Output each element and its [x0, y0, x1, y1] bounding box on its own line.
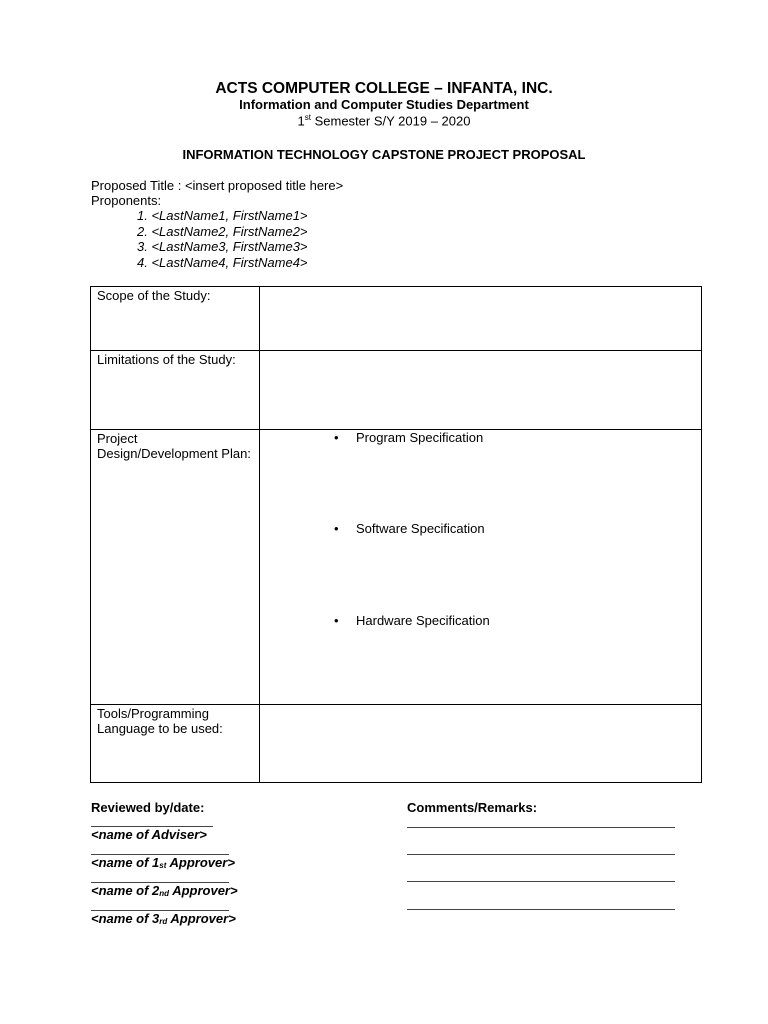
- proponent-item: 4. <LastName4, FirstName4>: [137, 254, 308, 270]
- semester-suffix: st: [304, 113, 311, 122]
- college-name: ACTS COMPUTER COLLEGE – INFANTA, INC.: [215, 80, 553, 97]
- scope-label: Scope of the Study:: [91, 287, 260, 351]
- bullet-label: Hardware Specification: [356, 613, 490, 628]
- approver-2-sup: nd: [159, 889, 170, 898]
- reviewed-by-label: Reviewed by/date:: [91, 800, 205, 815]
- approver-1-signature-line: [91, 854, 229, 855]
- semester-line: [0, 113, 768, 128]
- comment-line: [407, 827, 675, 828]
- comments-label: Comments/Remarks:: [407, 800, 538, 815]
- bullet-label: Software Specification: [356, 521, 485, 536]
- proposal-table: [90, 286, 702, 783]
- design-label: Project Design/Development Plan:: [91, 430, 260, 705]
- approver-1-pre: <name of 1: [91, 855, 160, 870]
- adviser-name: <name of Adviser>: [91, 827, 207, 842]
- approver-3-post: Approver>: [167, 911, 236, 926]
- bullet-icon: •: [334, 430, 339, 445]
- tools-content: [260, 705, 702, 783]
- bullet-icon: •: [334, 521, 339, 536]
- approver-2-name: [91, 883, 238, 898]
- limitations-row: [91, 351, 702, 430]
- approver-2-post: Approver>: [169, 883, 238, 898]
- comment-line: [407, 909, 675, 910]
- bullet-icon: •: [334, 613, 339, 628]
- proponent-item: 2. <LastName2, FirstName2>: [137, 223, 308, 239]
- department-name: Information and Computer Studies Department: [239, 97, 529, 112]
- proponent-list: [137, 208, 308, 270]
- limitations-label: Limitations of the Study:: [91, 351, 260, 430]
- approver-2-signature-line: [91, 882, 229, 883]
- scope-row: [91, 287, 702, 351]
- semester-rest: Semester S/Y 2019 – 2020: [310, 113, 471, 129]
- bullet-label: Program Specification: [356, 430, 484, 445]
- approver-1-sup: st: [159, 861, 167, 870]
- proposed-title: Proposed Title : <insert proposed title here>: [91, 178, 344, 193]
- approver-2-pre: <name of 2: [91, 883, 160, 898]
- proponent-item: 1. <LastName1, FirstName1>: [137, 208, 308, 223]
- approver-3-name: [91, 911, 236, 926]
- scope-content: [260, 287, 702, 351]
- approver-1-post: Approver>: [166, 855, 235, 870]
- tools-row: [91, 705, 702, 783]
- comment-line: [407, 881, 675, 882]
- tools-label: Tools/Programming Language to be used:: [91, 705, 260, 783]
- comment-line: [407, 854, 675, 855]
- design-content: [260, 430, 702, 705]
- proponents-label: Proponents:: [91, 193, 162, 208]
- limitations-content: [260, 351, 702, 430]
- approver-3-pre: <name of 3: [91, 911, 160, 926]
- document-title: INFORMATION TECHNOLOGY CAPSTONE PROJECT PROPOSAL: [182, 147, 586, 162]
- approver-1-name: [91, 855, 235, 870]
- approver-3-sup: rd: [159, 917, 168, 926]
- design-row: [91, 430, 702, 705]
- adviser-signature-line: [91, 826, 213, 827]
- proponent-item: 3. <LastName3, FirstName3>: [137, 239, 308, 254]
- semester-ordinal: 1: [297, 113, 305, 129]
- approver-3-signature-line: [91, 910, 229, 911]
